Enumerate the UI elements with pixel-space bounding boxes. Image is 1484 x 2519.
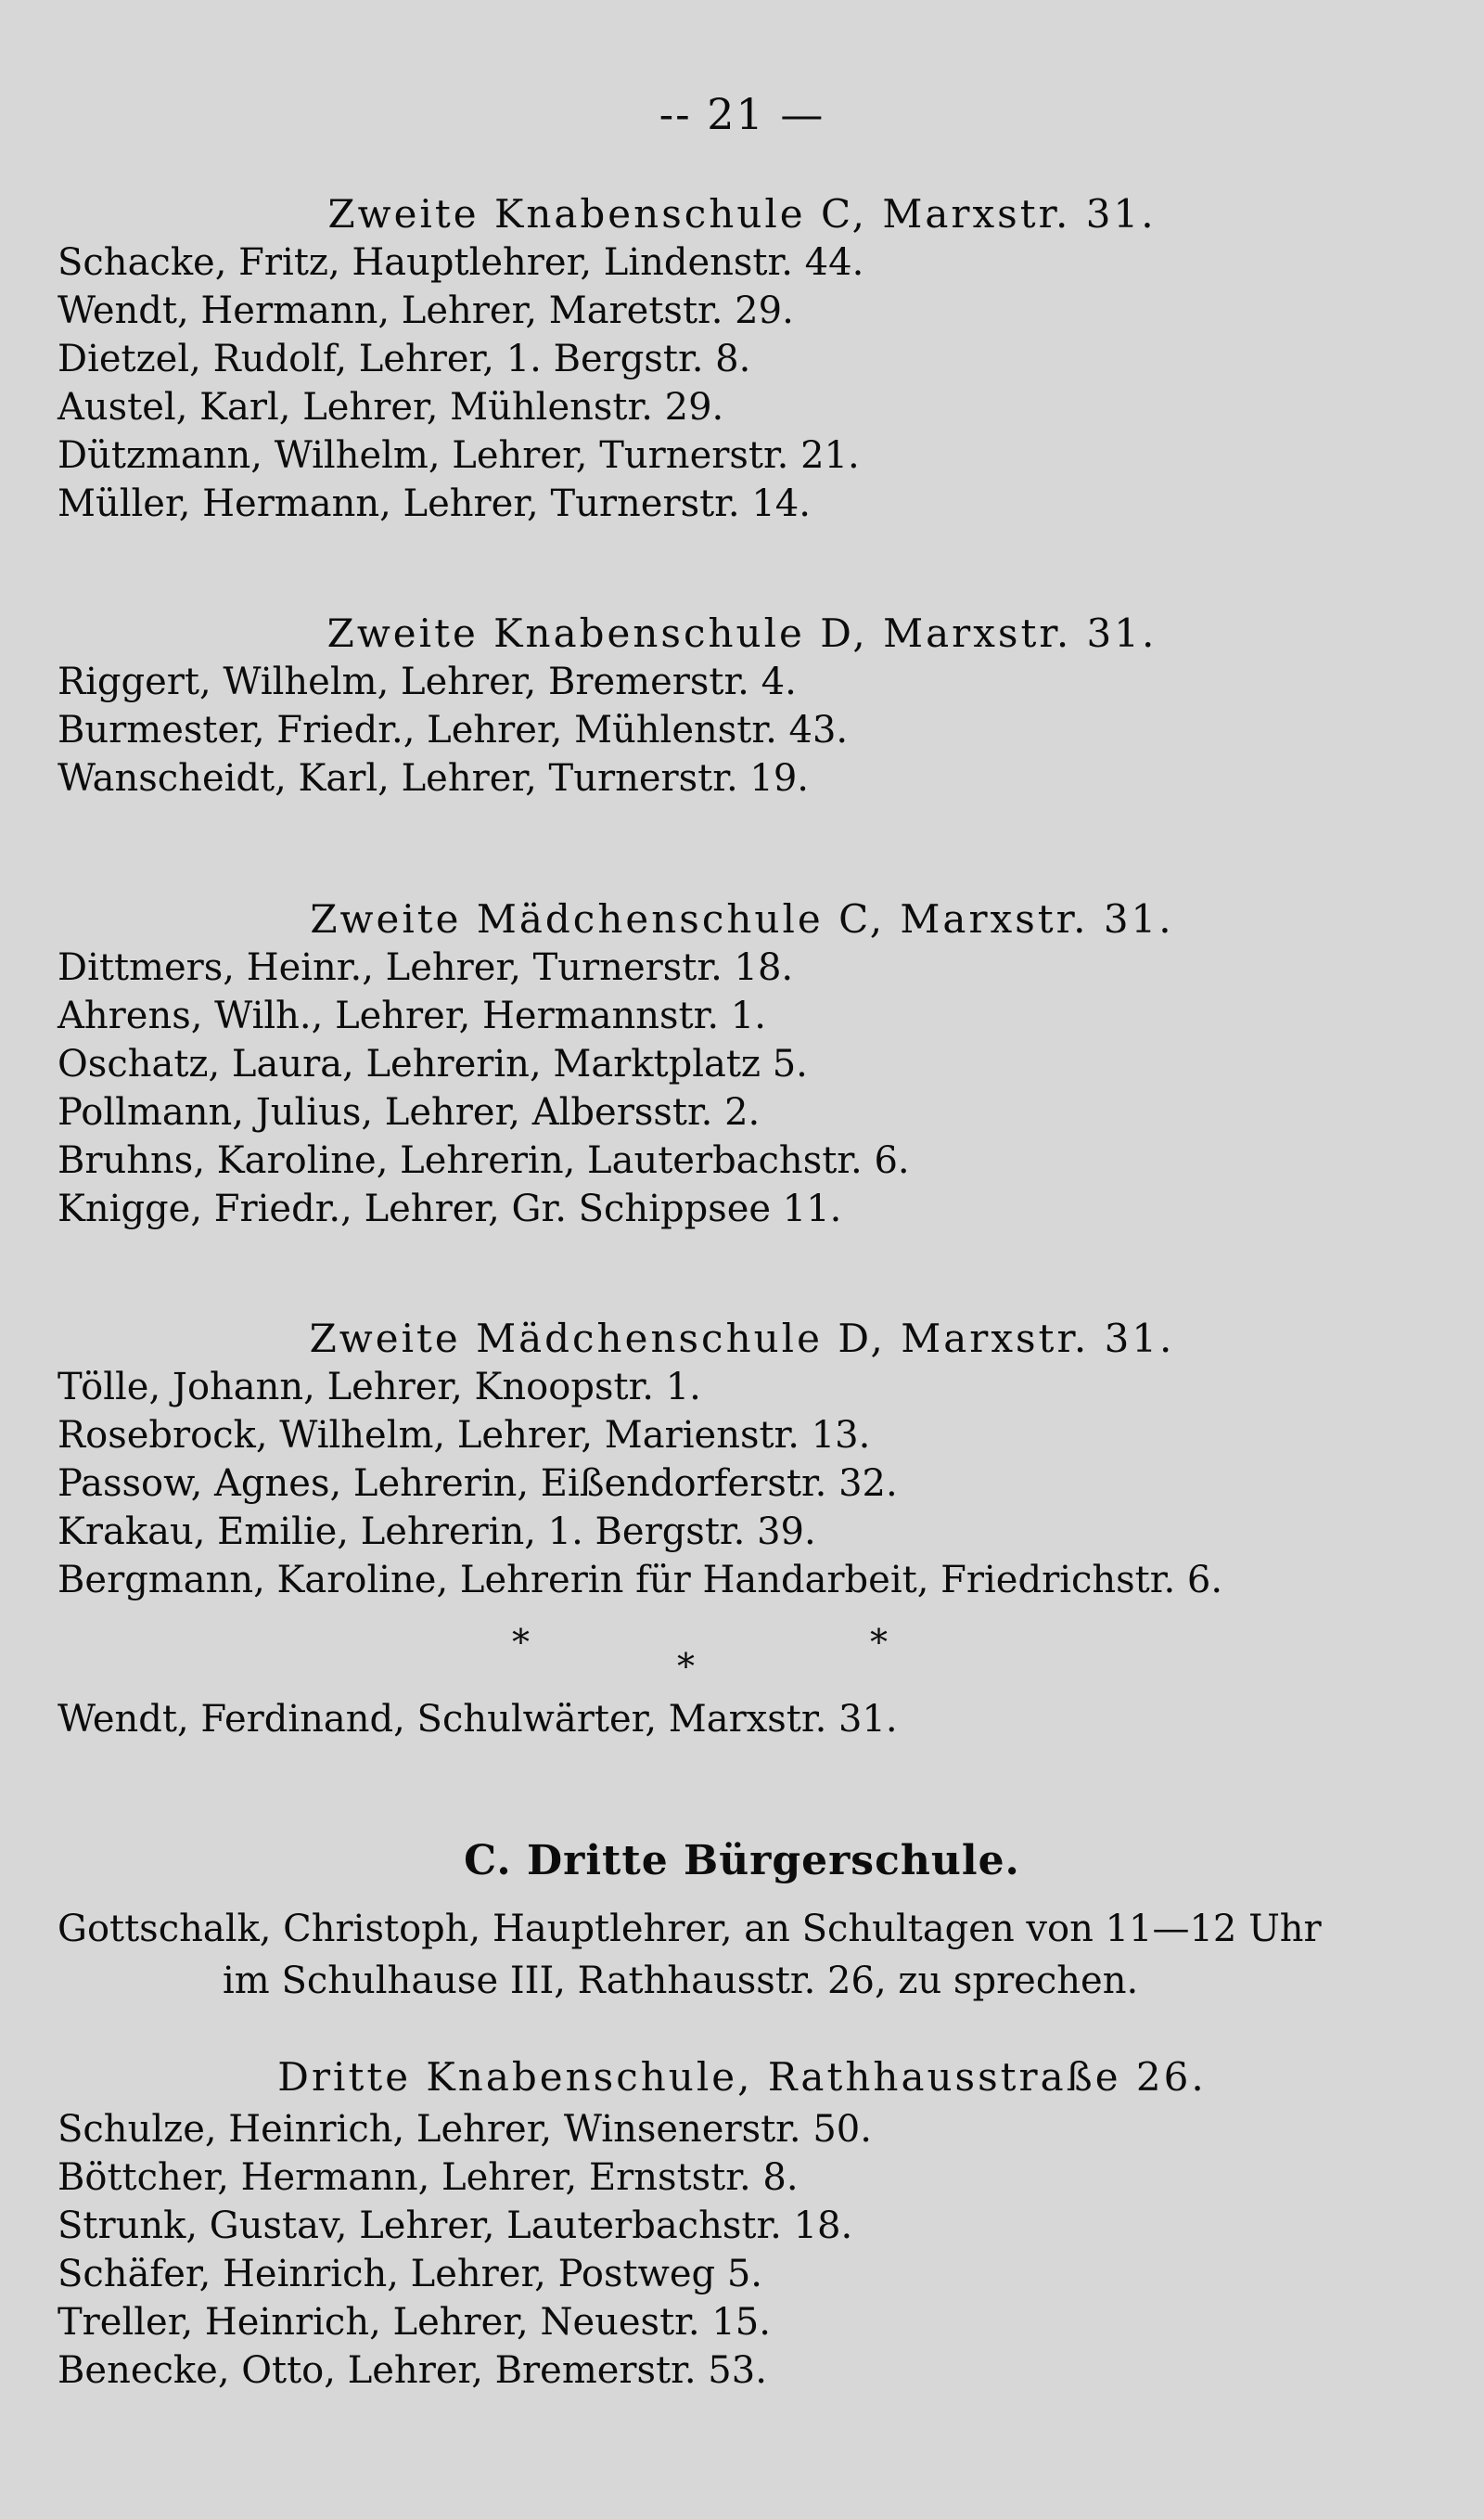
janitor-entry: Wendt, Ferdinand, Schulwärter, Marxstr. 31. [58, 1698, 898, 1741]
entry-line: Bruhns, Karoline, Lehrerin, Lauterbachstr. 6. [58, 1139, 910, 1182]
entry-line: Passow, Agnes, Lehrerin, Eißendorferstr. 32. [58, 1462, 898, 1505]
separator-star: * [512, 1622, 530, 1663]
entry-line: Ahrens, Wilh., Lehrer, Hermannstr. 1. [58, 995, 766, 1037]
entry-line: Burmester, Friedr., Lehrer, Mühlenstr. 43. [58, 709, 849, 752]
separator-stars [0, 1622, 1484, 1687]
school-heading: Zweite Mädchenschule C, Marxstr. 31. [310, 896, 1174, 942]
entry-line: Wanscheidt, Karl, Lehrer, Turnerstr. 19. [58, 757, 810, 800]
section-title: C. Dritte Bürgerschule. [464, 1837, 1020, 1884]
separator-star: * [870, 1622, 888, 1663]
entry-line: Tölle, Johann, Lehrer, Knoopstr. 1. [58, 1366, 701, 1408]
school-heading: Zweite Knabenschule D, Marxstr. 31. [326, 610, 1158, 656]
entry-line: Schäfer, Heinrich, Lehrer, Postweg 5. [58, 2253, 762, 2295]
school-heading: Zweite Knabenschule C, Marxstr. 31. [327, 191, 1157, 237]
entry-line: Strunk, Gustav, Lehrer, Lauterbachstr. 18. [58, 2204, 853, 2247]
entry-line: Schacke, Fritz, Hauptlehrer, Lindenstr. 44. [58, 241, 864, 284]
entry-line: Dittmers, Heinr., Lehrer, Turnerstr. 18. [58, 946, 794, 989]
entry-line: Müller, Hermann, Lehrer, Turnerstr. 14. [58, 482, 811, 525]
entry-line: Dützmann, Wilhelm, Lehrer, Turnerstr. 21. [58, 434, 860, 477]
page-number: -- 21 — [659, 89, 825, 139]
entry-line: Wendt, Hermann, Lehrer, Maretstr. 29. [58, 289, 794, 332]
school-heading: Dritte Knabenschule, Rathhausstraße 26. [277, 2054, 1207, 2100]
entry-line: Schulze, Heinrich, Lehrer, Winsenerstr. 50. [58, 2108, 872, 2151]
entry-line: Krakau, Emilie, Lehrerin, 1. Bergstr. 39. [58, 1510, 816, 1553]
separator-star: * [677, 1646, 695, 1687]
entry-line: Pollmann, Julius, Lehrer, Albersstr. 2. [58, 1091, 761, 1134]
entry-line: Benecke, Otto, Lehrer, Bremerstr. 53. [58, 2349, 767, 2392]
entry-line: Böttcher, Hermann, Lehrer, Ernststr. 8. [58, 2156, 799, 2199]
entry-line: Knigge, Friedr., Lehrer, Gr. Schippsee 11. [58, 1188, 842, 1230]
intro-line: im Schulhause III, Rathhausstr. 26, zu sprechen. [223, 1960, 1139, 2002]
entry-line: Austel, Karl, Lehrer, Mühlenstr. 29. [58, 386, 724, 429]
intro-line: Gottschalk, Christoph, Hauptlehrer, an Schultagen von 11—12 Uhr [58, 1908, 1322, 1950]
school-heading: Zweite Mädchenschule D, Marxstr. 31. [309, 1316, 1175, 1361]
entry-line: Rosebrock, Wilhelm, Lehrer, Marienstr. 13. [58, 1414, 871, 1457]
entry-line: Dietzel, Rudolf, Lehrer, 1. Bergstr. 8. [58, 338, 751, 380]
entry-line: Riggert, Wilhelm, Lehrer, Bremerstr. 4. [58, 661, 797, 703]
entry-line: Oschatz, Laura, Lehrerin, Marktplatz 5. [58, 1043, 808, 1086]
entry-line: Bergmann, Karoline, Lehrerin für Handarbeit, Friedrichstr. 6. [58, 1559, 1223, 1601]
entry-line: Treller, Heinrich, Lehrer, Neuestr. 15. [58, 2301, 771, 2344]
